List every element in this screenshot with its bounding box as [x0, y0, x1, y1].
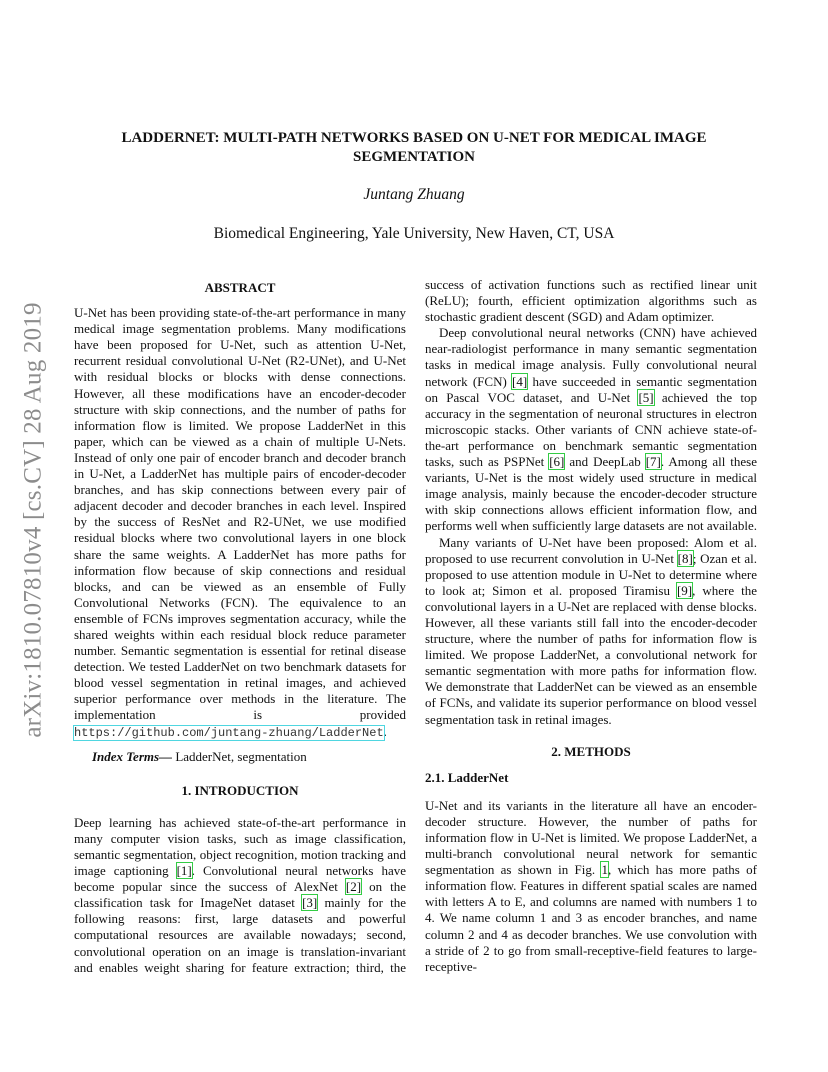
right-column	[425, 277, 757, 975]
abstract-text: U-Net has been providing state-of-the-art performance in many medical image segmentation problems. Many modifications have been proposed for U-Net, such as attention U-Net, recurrent residual convolutional U-Net (R2-UNet), and U-Net with residual blocks or blocks with dense connections. However, all these modifications have an encoder-decoder structure with skip connections, and the number of paths for information flow is limited. We propose LadderNet in this paper, which can be viewed as a chain of multiple U-Nets. Instead of only one pair of encoder branch and decoder branch in U-Net, a LadderNet has multiple pairs of encoder-decoder branches, and has skip connections between every pair of adjacent decoder and decoder branches in each level. Inspired by the success of ResNet and R2-UNet, we use modified residual blocks where two convolutional layers in one block share the same weights. A LadderNet has more paths for information flow because of skip connections and residual blocks, and can be viewed as an ensemble of Fully Convolutional Networks (FCN). The equivalence to an ensemble of FCNs improves segmentation accuracy, while the shared weights within each residual block reduce parameter number. Semantic segmentation is essential for retinal disease detection. We tested LadderNet on two benchmark datasets for blood vessel segmentation in retinal images, and achieved superior performance over methods in the literature. The implementation is provided	[74, 305, 406, 723]
intro-p1-text-1: Deep learning has achieved state-of-the-art performance in many computer vision tasks, such as image classification, semantic segmentation, object recognition, motion tracking and image captioning	[74, 814, 406, 879]
intro-p1-text-3: on the classification task for ImageNet dataset	[74, 879, 406, 911]
index-terms-label: Index Terms—	[92, 748, 173, 764]
introduction-heading: 1. INTRODUCTION	[181, 782, 299, 798]
introduction-paragraph-1-continued	[425, 277, 757, 325]
intro-p2-text-5: . Among all these variants, U-Net is the most widely used structure in medical image analysis, mainly because the encoder-decoder structure with skip connections allows efficient information flow, and performs well when sufficiently large datasets are not available.	[425, 454, 757, 534]
citation-5[interactable]: [5]	[638, 389, 654, 405]
intro-p1-text-4: mainly for the following reasons: first, large datasets and powerful computational resources are available nowadays; second, convolutional operation on an image is translation-invariant and enables weight sharing for feature extraction; third, the	[74, 895, 406, 975]
arxiv-identifier-stamp	[6, 280, 62, 760]
intro-p3-text-2: ; Ozan et al. proposed to use attention module in U-Net to determine where to look at; Simon et al. proposed Tiramisu	[425, 550, 757, 598]
methods-paragraph-1	[425, 798, 757, 975]
citation-3[interactable]: [3]	[302, 895, 318, 911]
intro-p1-text-4-continued: success of activation functions such as rectified linear unit (ReLU); fourth, efficient optimization algorithms such as stochastic gradient descent (SGD) and Adam optimizer.	[425, 277, 757, 325]
abstract-heading: ABSTRACT	[204, 280, 276, 295]
citation-2[interactable]: [2]	[345, 879, 362, 895]
index-terms-text: LadderNet, segmentation	[172, 748, 307, 764]
figure-1-reference[interactable]: 1	[601, 862, 608, 878]
citation-4[interactable]: [4]	[512, 373, 528, 389]
intro-p1-text-2: . Convolutional neural networks have become popular since the success of AlexNet	[74, 863, 406, 895]
author-name: Juntang Zhuang	[363, 186, 465, 203]
citation-7[interactable]: [7]	[645, 454, 661, 470]
paper-title	[80, 129, 748, 167]
citation-6[interactable]: [6]	[549, 454, 565, 470]
citation-9[interactable]: [9]	[676, 582, 693, 598]
intro-p2-text-1: Deep convolutional neural networks (CNN) have achieved near-radiologist performance in many semantic segmentation tasks in medical image analysis. Fully convolutional neural network (FCN)	[425, 325, 757, 389]
laddernet-subheading: 2.1. LadderNet	[425, 769, 509, 785]
introduction-paragraph-1	[74, 815, 406, 976]
introduction-paragraph-2	[425, 325, 757, 534]
methods-p1-text-1: U-Net and its variants in the literature all have an encoder-decoder structure. However, the number of paths for information flow in U-Net is limited. We propose LadderNet, a multi-branch convolutional neural network for semantic segmentation as shown in Fig.	[425, 797, 757, 878]
intro-p2-text-4: and DeepLab	[564, 454, 646, 470]
abstract-body	[74, 305, 406, 741]
introduction-paragraph-3	[425, 535, 757, 728]
paper-title-line-2: SEGMENTATION	[353, 149, 475, 165]
index-terms	[74, 749, 406, 765]
methods-p1-text-2: , which has more paths of information flow. Features in different spatial scales are named with letters A to E, and columns are named with numbers 1 to 4. We name column 1 and 3 as encoder branches, and name column 2 and 4 as decoder branches. We use convolution with a stride of 2 to go from small-receptive-field features to large-receptive-	[425, 862, 757, 974]
implementation-link[interactable]: https://github.com/juntang-zhuang/LadderNet	[74, 725, 384, 740]
abstract-end: .	[383, 723, 387, 739]
author-affiliation: Biomedical Engineering, Yale University, New Haven, CT, USA	[213, 225, 615, 242]
intro-p2-text-2: have succeeded in semantic segmentation on Pascal VOC dataset, and U-Net	[425, 373, 757, 405]
intro-p3-text-3: , where the convolutional layers in a U-Net are replaced with dense blocks. However, all these variants still fall into the encoder-decoder structure, where the number of paths for information flow is limited. We propose LadderNet, a convolutional network for semantic segmentation with more paths for information flow. We demonstrate that LadderNet can be viewed as an ensemble of FCNs, and validate its superior performance on blood vessel segmentation task in retinal images.	[425, 582, 757, 727]
citation-8[interactable]: [8]	[677, 550, 693, 566]
intro-p3-text-1: Many variants of U-Net have been proposed: Alom et al. proposed to use recurrent convolution in U-Net	[425, 534, 757, 566]
methods-heading: 2. METHODS	[551, 743, 631, 759]
paper-title-line-1: LADDERNET: MULTI-PATH NETWORKS BASED ON U-NET FOR MEDICAL IMAGE	[121, 130, 707, 146]
intro-p2-text-3: achieved the top accuracy in the segmentation of neuronal structures in electron microscopic stacks. Other variants of CNN achieve state-of-the-art performance on benchmark semantic segmentation tasks, such as PSPNet	[425, 389, 757, 470]
left-column	[74, 280, 406, 976]
arxiv-identifier-text: arXiv:1810.07810v4 [cs.CV] 28 Aug 2019	[20, 302, 48, 738]
citation-1[interactable]: [1]	[176, 863, 192, 879]
